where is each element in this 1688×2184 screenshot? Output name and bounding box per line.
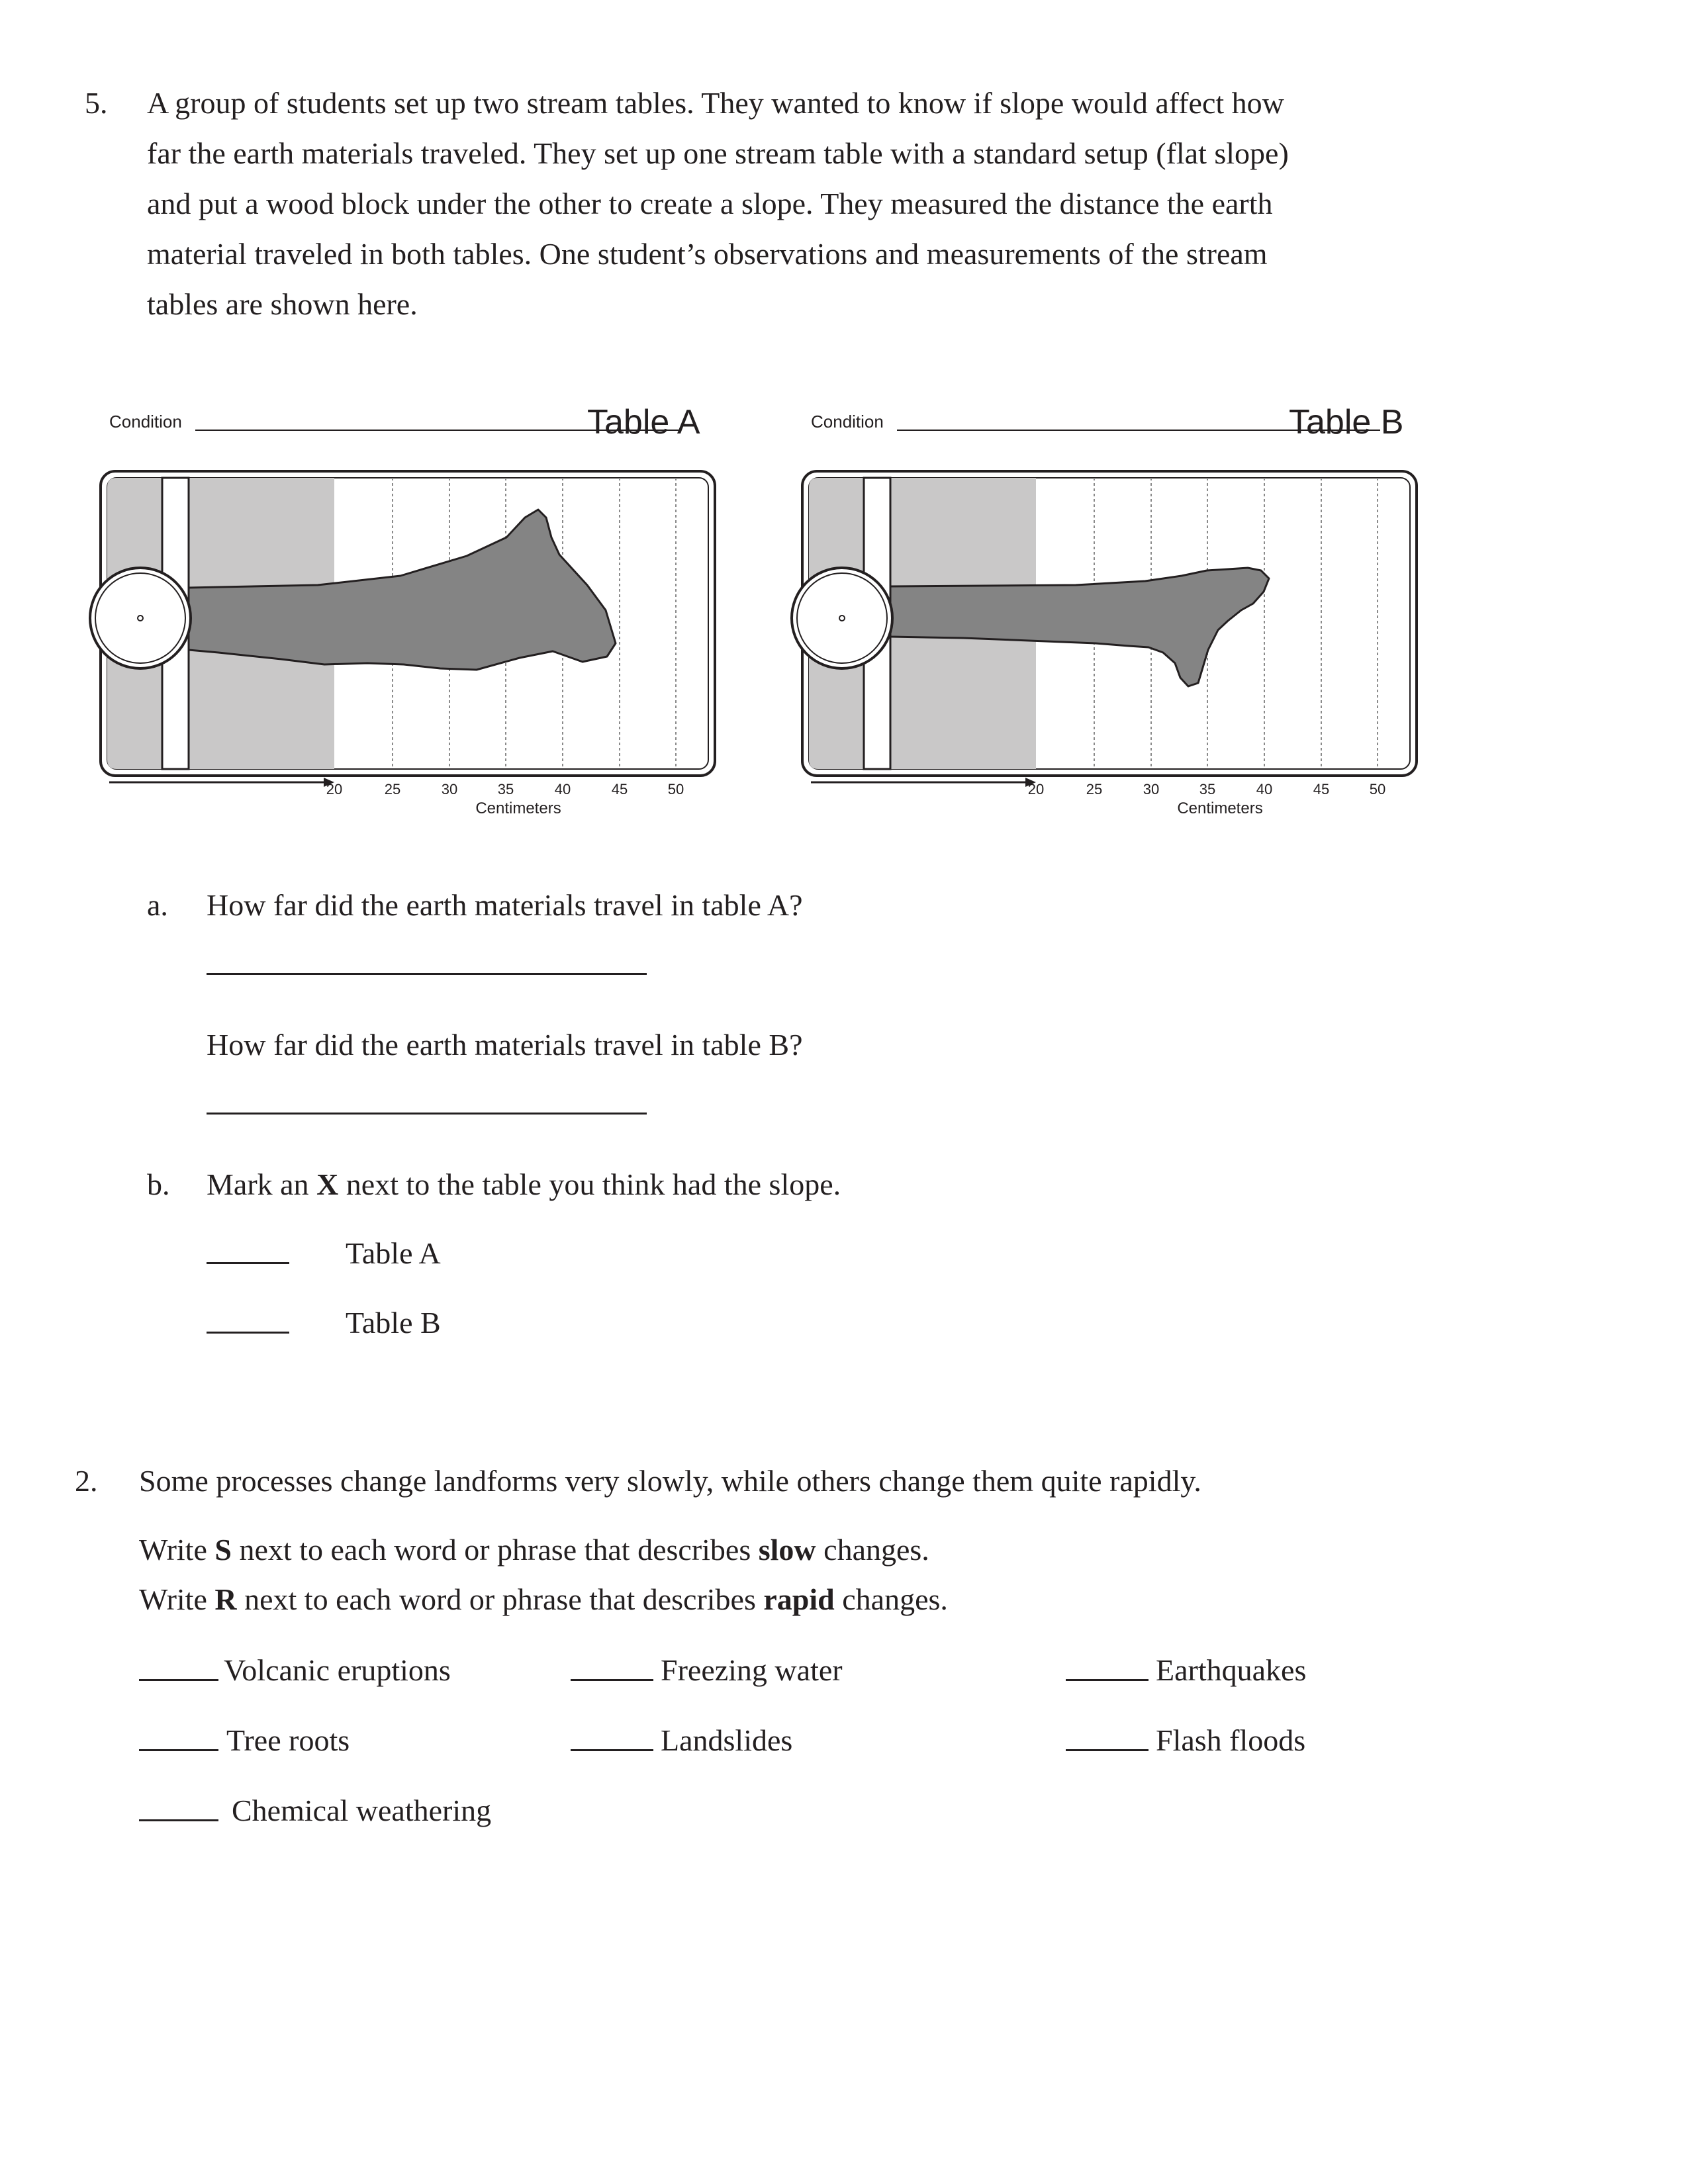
mark-blank-table-b[interactable]: [207, 1332, 289, 1334]
item-earthquakes: Earthquakes: [1156, 1653, 1307, 1687]
option-table-b: Table B: [346, 1306, 441, 1340]
mark-blank-table-a[interactable]: [207, 1262, 289, 1264]
instruction-keyword: slow: [758, 1533, 816, 1567]
item-landslides: Landslides: [661, 1723, 793, 1757]
stream-table-b-diagram: [798, 403, 1453, 842]
instruction-text: next to each word or phrase that describes: [236, 1582, 764, 1616]
part-b-label: b.: [147, 1167, 170, 1201]
axis-tick-label: 50: [1369, 781, 1386, 797]
item-flash-floods: Flash floods: [1156, 1723, 1306, 1757]
axis-label: Centimeters: [1177, 799, 1263, 817]
option-table-a: Table A: [346, 1236, 441, 1270]
instruction-letter: R: [214, 1582, 237, 1616]
answer-line-table-b[interactable]: [207, 1113, 647, 1115]
answer-blank-earthquakes[interactable]: [1066, 1679, 1149, 1681]
stream-table-b-drawing: [798, 412, 1453, 842]
item-chemical-weathering: Chemical weathering: [232, 1794, 492, 1827]
instruction-text: changes.: [834, 1582, 948, 1616]
question-2-intro: Some processes change landforms very slowly, while others change them quite rapidly.: [139, 1464, 1201, 1498]
question-5-number: 5.: [85, 86, 108, 120]
instruction-slow: [139, 1525, 929, 1575]
instruction-text: changes.: [816, 1533, 929, 1567]
part-b-prompt: [207, 1160, 841, 1210]
stream-table-a-diagram: [96, 403, 751, 842]
intro-line: material traveled in both tables. One student’s observations and measurements of the stream: [147, 237, 1268, 271]
intro-line: far the earth materials traveled. They set up one stream table with a standard setup (flat slope): [147, 136, 1289, 170]
axis-tick-label: 25: [384, 781, 401, 797]
instruction-text: Write: [139, 1582, 215, 1616]
question-5-intro: [147, 78, 1471, 330]
condition-label: Condition: [811, 412, 884, 432]
axis-tick-label: 20: [326, 781, 343, 797]
answer-blank-volcanic-eruptions[interactable]: [139, 1679, 218, 1681]
condition-label: Condition: [109, 412, 182, 432]
answer-line-table-a[interactable]: [207, 973, 647, 975]
answer-blank-chemical-weathering[interactable]: [139, 1819, 218, 1821]
axis-tick-label: 35: [497, 781, 514, 797]
intro-line: tables are shown here.: [147, 287, 418, 321]
instruction-keyword: rapid: [763, 1582, 835, 1616]
intro-line: and put a wood block under the other to create a slope. They measured the distance the earth: [147, 187, 1273, 220]
axis-label: Centimeters: [475, 799, 561, 817]
instruction-rapid: [139, 1574, 948, 1625]
table-title: Table B: [1289, 403, 1404, 441]
item-tree-roots: Tree roots: [226, 1723, 350, 1757]
part-a-question-table-a: How far did the earth materials travel in table A?: [207, 888, 803, 922]
answer-blank-tree-roots[interactable]: [139, 1749, 218, 1751]
axis-tick-label: 20: [1027, 781, 1045, 797]
part-a-question-table-b: How far did the earth materials travel in table B?: [207, 1028, 803, 1062]
instruction-letter: S: [214, 1533, 232, 1567]
axis-tick-label: 35: [1199, 781, 1216, 797]
table-title: Table A: [587, 403, 700, 441]
prompt-x: X: [316, 1167, 339, 1201]
instruction-text: Write: [139, 1533, 215, 1567]
item-volcanic-eruptions: Volcanic eruptions: [224, 1653, 451, 1687]
axis-tick-label: 45: [1313, 781, 1330, 797]
axis-tick-label: 50: [667, 781, 684, 797]
answer-blank-flash-floods[interactable]: [1066, 1749, 1149, 1751]
axis-tick-label: 30: [441, 781, 458, 797]
axis-tick-label: 45: [611, 781, 628, 797]
part-a-label: a.: [147, 888, 168, 922]
axis-tick-label: 40: [1256, 781, 1273, 797]
axis-tick-label: 40: [554, 781, 571, 797]
axis-tick-label: 30: [1143, 781, 1160, 797]
answer-blank-freezing-water[interactable]: [571, 1679, 653, 1681]
question-2-number: 2.: [75, 1464, 98, 1498]
instruction-text: next to each word or phrase that describes: [231, 1533, 759, 1567]
answer-blank-landslides[interactable]: [571, 1749, 653, 1751]
axis-tick-label: 25: [1086, 781, 1103, 797]
prompt-text: next to the table you think had the slope.: [338, 1167, 841, 1201]
intro-line: A group of students set up two stream tables. They wanted to know if slope would affect how: [147, 86, 1284, 120]
stream-table-a-drawing: [96, 412, 751, 842]
item-freezing-water: Freezing water: [661, 1653, 843, 1687]
prompt-text: Mark an: [207, 1167, 317, 1201]
